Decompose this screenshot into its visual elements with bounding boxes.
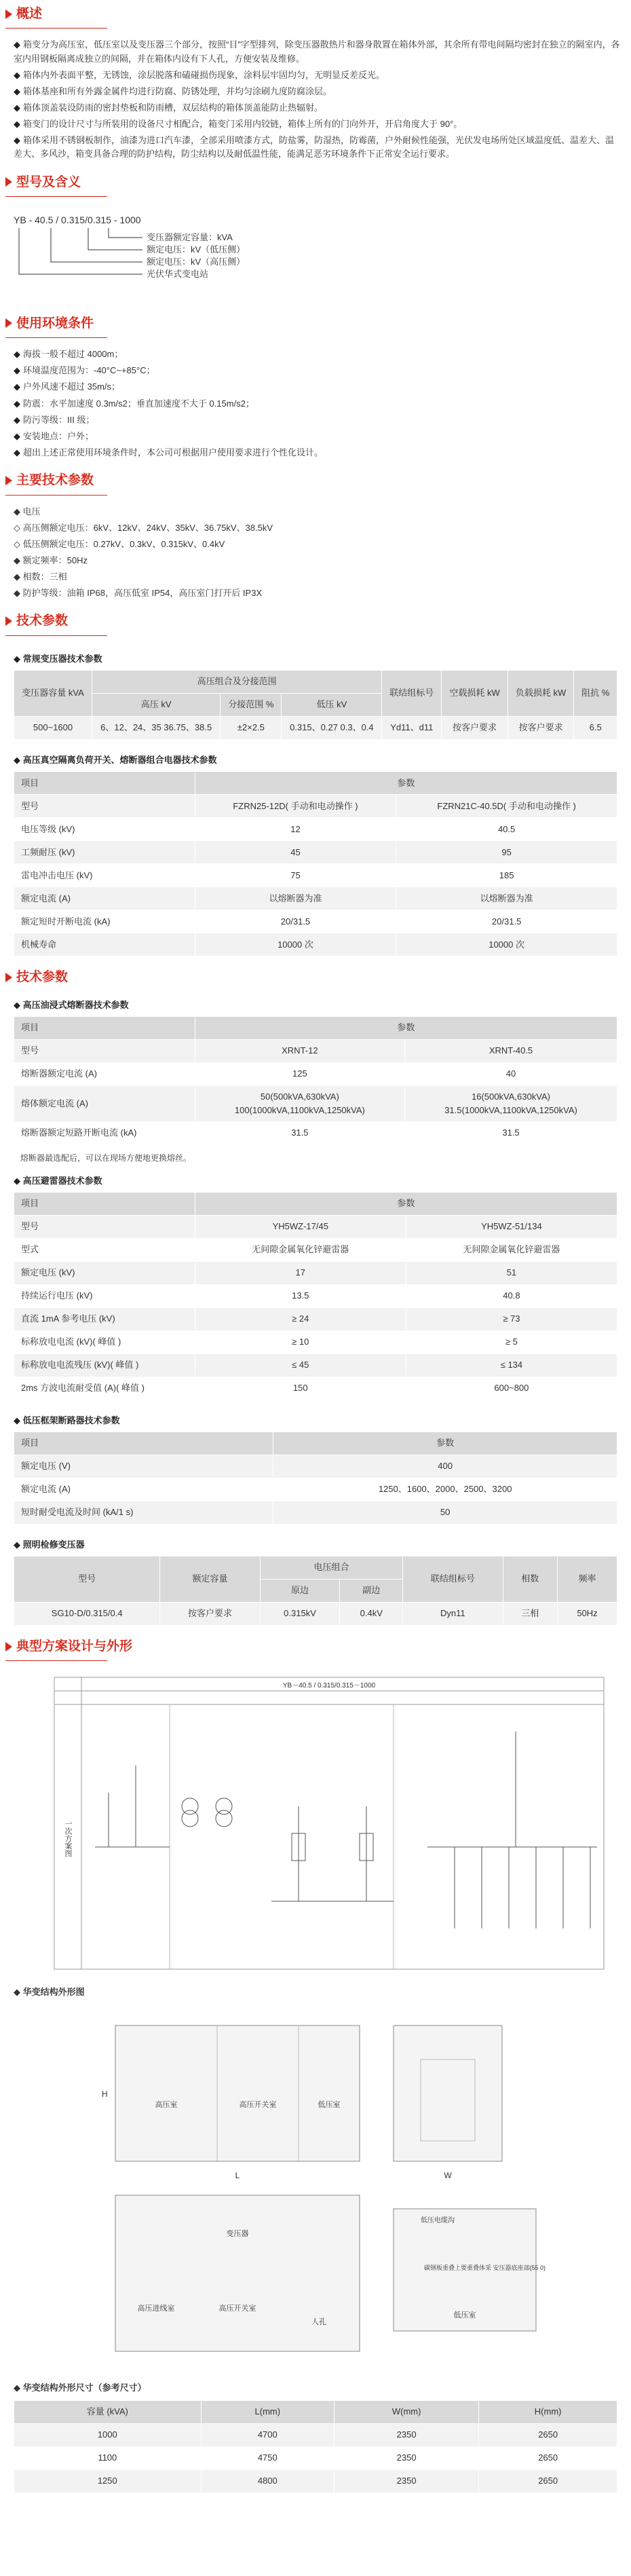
diamond-icon: ◆: [14, 430, 20, 441]
table-row: [14, 818, 617, 841]
table-row: [14, 2446, 617, 2469]
sub-heading: ◆ 高压油浸式熔断器技术参数: [14, 999, 129, 1010]
th: 原边: [260, 1579, 340, 1602]
list-text: 海拔一般不超过 4000m；: [23, 349, 123, 360]
table-row: [14, 1039, 617, 1062]
cell: 按客户要求: [508, 716, 574, 739]
cell: 45: [195, 841, 396, 864]
tech2-title: 技术参数: [0, 963, 631, 991]
cell: 按客户要求: [442, 716, 508, 739]
dim-label: L: [235, 2170, 240, 2180]
cell: 1100: [14, 2446, 202, 2469]
tech-section: [0, 607, 631, 956]
diamond-icon: ◆: [14, 349, 20, 360]
cell: 1250: [14, 2469, 202, 2493]
diamond-icon: ◆: [14, 102, 20, 113]
cell: 40.5: [396, 818, 617, 841]
diamond-icon: ◆: [14, 365, 20, 376]
table-row: [14, 864, 617, 887]
typical-title: 典型方案设计与外形: [0, 1632, 631, 1660]
list-item: [0, 397, 631, 411]
cell: 0.315kV: [260, 1602, 340, 1625]
cell: XRNT-12: [195, 1039, 404, 1062]
list-item: [0, 69, 631, 82]
cell: 31.5: [405, 1121, 617, 1144]
cell: 电压等级 (kV): [14, 818, 195, 841]
table-row: [14, 1478, 617, 1501]
cell: 2ms 方波电流耐受值 (A)( 峰值 ): [14, 1377, 195, 1400]
diamond-icon: ◆: [14, 119, 20, 130]
label: 低压室: [453, 2311, 476, 2319]
cell: 无间隙金属氧化锌避雷器: [195, 1238, 406, 1261]
th: H(mm): [479, 2400, 617, 2423]
table-row: [14, 1121, 617, 1144]
th: 阻抗 %: [574, 670, 617, 716]
cell: 150: [195, 1377, 406, 1400]
cell: 95: [396, 841, 617, 864]
cell: 12: [195, 818, 396, 841]
th: 参数: [273, 1432, 617, 1455]
cell: 短时耐受电流及时间 (kA/1 s): [14, 1501, 273, 1524]
table-row: [14, 1307, 617, 1330]
cell: 50Hz: [558, 1602, 617, 1625]
list-item: [0, 380, 631, 394]
th: 空载损耗 kW: [442, 670, 508, 716]
cell: 三相: [503, 1602, 558, 1625]
cell: 以熔断器为准: [396, 887, 617, 910]
cell: 4750: [201, 2446, 334, 2469]
model-line-3: 额定电压：kV（高压侧）: [147, 256, 246, 267]
label: 高压室: [155, 2100, 178, 2109]
th: 型号: [14, 1556, 160, 1602]
list-text: ◆ 防护等级：油箱 IP68，高压低室 IP54，高压室门打开后 IP3X: [14, 588, 263, 599]
table-row: [14, 1455, 617, 1478]
table-row: [14, 1215, 617, 1238]
th: 参数: [195, 1192, 617, 1215]
cell: 2350: [334, 2446, 478, 2469]
model-code: YB - 40.5 / 0.315/0.315 - 1000: [14, 214, 141, 225]
cell: 熔体额定电流 (A): [14, 1085, 195, 1121]
list-text: 户外风速不超过 35m/s；: [23, 381, 121, 392]
env-list: [0, 348, 631, 460]
cell: 16(500kVA,630kVA) 31.5(1000kVA,1100kVA,1250kVA): [405, 1085, 617, 1121]
cell: 持续运行电压 (kV): [14, 1284, 195, 1307]
params-title: 主要技术参数: [0, 466, 631, 494]
th: 相数: [503, 1556, 558, 1602]
arrow-icon: [5, 318, 12, 328]
drawing-caption: ◆ 华变结构外形图: [14, 1987, 85, 1998]
cell: 额定电压 (kV): [14, 1261, 195, 1284]
list-text: 环境温度范围为：-40°C~+85°C；: [23, 365, 155, 376]
cell: 0.4kV: [340, 1602, 403, 1625]
diamond-icon: ◆: [14, 381, 20, 392]
diamond-icon: ◆: [14, 69, 20, 80]
outline-drawing: [14, 2005, 617, 2372]
sub-heading: ◆ 高压避雷器技术参数: [14, 1175, 102, 1186]
list-text: 箱变分为高压室，低压室以及变压器三个部分，按照“目”字型排列，除变压器散热片和器身散置在箱体外部，其余所有带电间隔均密封在独立的隔室内，各室内用钢板隔离成独立的间隔，并在箱体内设有下人孔，方便安装及维修。: [14, 39, 620, 64]
list-item: [0, 430, 631, 443]
label: 高压开关室: [218, 2304, 256, 2313]
sub-heading: ◆ 照明检修变压器: [14, 1539, 85, 1550]
switch-table: [14, 771, 617, 956]
list-item: [0, 348, 631, 361]
list-item: [0, 538, 631, 551]
fuse-note: 熔断器最选配后，可以在现场方便地更换熔丝。: [20, 1153, 192, 1163]
list-text: ◇ 高压侧额定电压：6kV、12kV、24kV、35kV、36.75kV、38.5kV: [14, 522, 273, 533]
model-line-1: 变压器额定容量：kVA: [147, 231, 233, 242]
arrow-icon: [5, 973, 12, 982]
one-line-diagram: [14, 1670, 617, 1976]
cell: 0.315、0.27 0.3、0.4: [282, 716, 382, 739]
cell: 型号: [14, 1039, 195, 1062]
th: 参数: [195, 1016, 617, 1039]
divider: [5, 495, 107, 496]
cell: ≥ 73: [406, 1307, 617, 1330]
list-item: [0, 554, 631, 567]
table-row: [14, 933, 617, 956]
diamond-icon: ◆: [14, 86, 20, 96]
th: L(mm): [201, 2400, 334, 2423]
tech-title: 技术参数: [0, 607, 631, 635]
list-item: [0, 38, 631, 65]
dim-label: H: [102, 2089, 108, 2099]
arrester-table: [14, 1192, 617, 1400]
table-row: [14, 1238, 617, 1261]
cell: ≥ 5: [406, 1330, 617, 1354]
label: 高压开关室: [239, 2100, 277, 2109]
env-section: [0, 310, 631, 460]
list-text: 箱变门的设计尺寸与所装用的设备尺寸相配合，箱变门采用内铰链，箱体上所有的门向外开，开启角度大于 90°。: [23, 119, 463, 130]
cell: 500~1600: [14, 716, 92, 739]
divider: [5, 1660, 107, 1661]
params-section: [0, 466, 631, 600]
cell: 2650: [479, 2469, 617, 2493]
cell: 无间隙金属氧化锌避雷器: [406, 1238, 617, 1261]
th: 变压器容量 kVA: [14, 670, 92, 716]
divider: [5, 337, 107, 338]
cell: 工频耐压 (kV): [14, 841, 195, 864]
cell: ≤ 45: [195, 1354, 406, 1377]
cell: 50: [273, 1501, 617, 1524]
cell: ±2×2.5: [221, 716, 282, 739]
table-row: [14, 841, 617, 864]
cell: SG10-D/0.315/0.4: [14, 1602, 160, 1625]
cell: 4700: [201, 2423, 334, 2446]
table-row: [14, 910, 617, 933]
th: 额定容量: [160, 1556, 260, 1602]
list-text: 防污等级：III 级；: [23, 414, 95, 425]
th: 电压组合: [260, 1556, 403, 1579]
cell: 额定短时开断电流 (kA): [14, 910, 195, 933]
cell: 400: [273, 1455, 617, 1478]
dim-label: W: [444, 2170, 452, 2180]
cell: 13.5: [195, 1284, 406, 1307]
cell: 6.5: [574, 716, 617, 739]
th: 联结组标号: [403, 1556, 503, 1602]
cell: 4800: [201, 2469, 334, 2493]
list-text: 箱体采用不锈钢板制作，油漆为进口汽车漆，全部采用喷漆方式，防盐雾，防湿热，防霉菌，户外耐候性能强，光伏发电场所处区域温度低、温差大、温差大、多风沙，箱变具备合理的防护结构，防尘结构以及耐低温性能，能满足恶劣环境条件下正常安全运行要求。: [14, 135, 615, 160]
arrow-icon: [5, 1642, 12, 1651]
transformer-table: [14, 670, 617, 740]
cell: 20/31.5: [195, 910, 396, 933]
list-text: 超出上述正常使用环境条件时，本公司可根据用户使用要求进行个性化设计。: [23, 447, 324, 458]
lighting-table: [14, 1556, 617, 1626]
breaker-table: [14, 1432, 617, 1525]
list-text: 箱体顶盖装设防雨的密封垫板和防雨槽，双层结构的箱体顶盖能防止热辐射。: [23, 102, 324, 113]
cell: 2350: [334, 2423, 478, 2446]
cell: Dyn11: [403, 1602, 503, 1625]
table-row: [14, 1284, 617, 1307]
list-item: [0, 101, 631, 115]
cell: FZRN25-12D( 手动和电动操作 ): [195, 795, 396, 818]
cell: 10000 次: [396, 933, 617, 956]
diamond-icon: ◆: [14, 414, 20, 425]
dim-caption: ◆ 华变结构外形尺寸（参考尺寸）: [14, 2382, 147, 2393]
arrow-icon: [5, 616, 12, 626]
diamond-icon: ◆: [14, 447, 20, 458]
table-row: [14, 887, 617, 910]
cell: 50(500kVA,630kVA) 100(1000kVA,1100kVA,1250kVA): [195, 1085, 404, 1121]
label: 低压电缆沟: [421, 2216, 455, 2224]
dimension-table: [14, 2400, 617, 2493]
overview-title: 概述: [0, 0, 631, 28]
cell: 额定电流 (A): [14, 1478, 273, 1501]
cell: 40: [405, 1062, 617, 1085]
cell: XRNT-40.5: [405, 1039, 617, 1062]
label: 低压室: [318, 2100, 341, 2109]
cell: YH5WZ-51/134: [406, 1215, 617, 1238]
table-row: [14, 795, 617, 818]
cell: 185: [396, 864, 617, 887]
table-row: [14, 2469, 617, 2493]
cell: ≥ 24: [195, 1307, 406, 1330]
list-item: [0, 505, 631, 519]
table-row: [14, 1377, 617, 1400]
list-text: ◆ 电压: [14, 506, 41, 517]
diamond-icon: ◆: [14, 398, 20, 409]
table-row: [14, 1330, 617, 1354]
cell: 2650: [479, 2423, 617, 2446]
cell: 熔断器额定电流 (A): [14, 1062, 195, 1085]
table-row: [14, 1085, 617, 1121]
th: 副边: [340, 1579, 403, 1602]
fuse-table: [14, 1016, 617, 1145]
cell: 额定电压 (V): [14, 1455, 273, 1478]
cell: 2350: [334, 2469, 478, 2493]
th: 项目: [14, 1016, 195, 1039]
list-text: ◇ 低压侧额定电压：0.27kV、0.3kV、0.315kV、0.4kV: [14, 538, 225, 549]
th: 频率: [558, 1556, 617, 1602]
label: 人孔: [311, 2317, 326, 2326]
th: 高压组合及分接范围: [92, 670, 382, 693]
cell: 以熔断器为准: [195, 887, 396, 910]
model-legend: [14, 228, 285, 303]
sub-heading: ◆ 低压框架断路器技术参数: [14, 1415, 120, 1425]
params-list: [0, 505, 631, 601]
cell: 6、12、24、35 36.75、38.5: [92, 716, 221, 739]
cell: 标称放电电流残压 (kV)( 峰值 ): [14, 1354, 195, 1377]
th: 参数: [195, 772, 617, 795]
th: 低压 kV: [282, 693, 382, 716]
cell: 1000: [14, 2423, 202, 2446]
table-row: [14, 1354, 617, 1377]
list-text: 防震：水平加速度 0.3m/s2；垂直加速度不大于 0.15m/s2；: [23, 398, 254, 409]
label: 变压器: [226, 2229, 249, 2238]
list-text: 安装地点：户外；: [23, 430, 94, 441]
overview-list: [0, 38, 631, 161]
list-text: 箱体内外表面平整，无锈蚀，涂层脱落和磕碰损伤现象，涂料层牢固均匀，无明显反差反光。: [23, 69, 385, 80]
arrow-icon: [5, 10, 12, 19]
cell: 型号: [14, 1215, 195, 1238]
list-item: [0, 521, 631, 535]
cell: 600~800: [406, 1377, 617, 1400]
scheme-label: 一次方案图: [64, 1820, 72, 1858]
cell: 标称放电电流 (kV)( 峰值 ): [14, 1330, 195, 1354]
list-item: [0, 134, 631, 161]
cell: 直流 1mA 参考电压 (kV): [14, 1307, 195, 1330]
model-title: 型号及含义: [0, 168, 631, 196]
th: 负载损耗 kW: [508, 670, 574, 716]
cell: 17: [195, 1261, 406, 1284]
th: 项目: [14, 1192, 195, 1215]
cell: 40.8: [406, 1284, 617, 1307]
sub-heading: ◆ 常规变压器技术参数: [14, 653, 102, 664]
cell: 10000 次: [195, 933, 396, 956]
arrow-icon: [5, 476, 12, 485]
cell: Yd11、d11: [382, 716, 442, 739]
overview-section: [0, 0, 631, 162]
cell: 75: [195, 864, 396, 887]
diamond-icon: ◆: [14, 135, 20, 146]
cell: 型式: [14, 1238, 195, 1261]
th: 分接范围 %: [221, 693, 282, 716]
th: 容量 (kVA): [14, 2400, 202, 2423]
cell: 按客户要求: [160, 1602, 260, 1625]
list-item: [0, 117, 631, 131]
list-text: ◆ 相数：三相: [14, 572, 67, 582]
typical-section: [0, 1632, 631, 2493]
sub-heading: ◆ 高压真空隔离负荷开关、熔断器组合电器技术参数: [14, 754, 217, 765]
cell: 额定电流 (A): [14, 887, 195, 910]
model-line-2: 额定电压：kV（低压侧）: [147, 244, 246, 255]
divider: [5, 635, 107, 636]
th: W(mm): [334, 2400, 478, 2423]
cell: ≥ 10: [195, 1330, 406, 1354]
label: 碳钢板重叠上要重叠体采 安压器底座部(55 0): [424, 2264, 546, 2271]
list-text: ◆ 额定频率：50Hz: [14, 555, 88, 565]
divider: [5, 196, 107, 197]
cell: ≤ 134: [406, 1354, 617, 1377]
model-line-4: 光伏华式变电站: [147, 268, 209, 279]
cell: 51: [406, 1261, 617, 1284]
model-section: [0, 168, 631, 303]
cell: 雷电冲击电压 (kV): [14, 864, 195, 887]
th: 项目: [14, 772, 195, 795]
table-row: [14, 1501, 617, 1524]
diamond-icon: ◆: [14, 39, 20, 50]
cell: 125: [195, 1062, 404, 1085]
env-title: 使用环境条件: [0, 310, 631, 337]
cell: 熔断器额定短路开断电流 (kA): [14, 1121, 195, 1144]
table-row: [14, 1261, 617, 1284]
list-item: [0, 413, 631, 427]
divider: [5, 28, 107, 29]
cell: FZRN21C-40.5D( 手动和电动操作 ): [396, 795, 617, 818]
table-row: [14, 1062, 617, 1085]
list-item: [0, 446, 631, 460]
list-item: [0, 586, 631, 600]
table-row: [14, 2423, 617, 2446]
list-item: [0, 364, 631, 377]
cell: 20/31.5: [396, 910, 617, 933]
diagram-title: YB－40.5 / 0.315/0.315－1000: [282, 1682, 376, 1690]
list-item: [0, 85, 631, 98]
list-item: [0, 570, 631, 584]
cell: YH5WZ-17/45: [195, 1215, 406, 1238]
list-text: 箱体基座和所有外露金属件均进行防腐、防锈处理，并均匀涂刷九度防腐涂层。: [23, 86, 332, 96]
th: 联结组标号: [382, 670, 442, 716]
cell: 31.5: [195, 1121, 404, 1144]
tech2-section: [0, 963, 631, 1626]
arrow-icon: [5, 177, 12, 187]
cell: 1250、1600、2000、2500、3200: [273, 1478, 617, 1501]
th: 高压 kV: [92, 693, 221, 716]
cell: 2650: [479, 2446, 617, 2469]
cell: 机械寿命: [14, 933, 195, 956]
cell: 型号: [14, 795, 195, 818]
th: 项目: [14, 1432, 273, 1455]
label: 高压进线室: [137, 2304, 175, 2313]
